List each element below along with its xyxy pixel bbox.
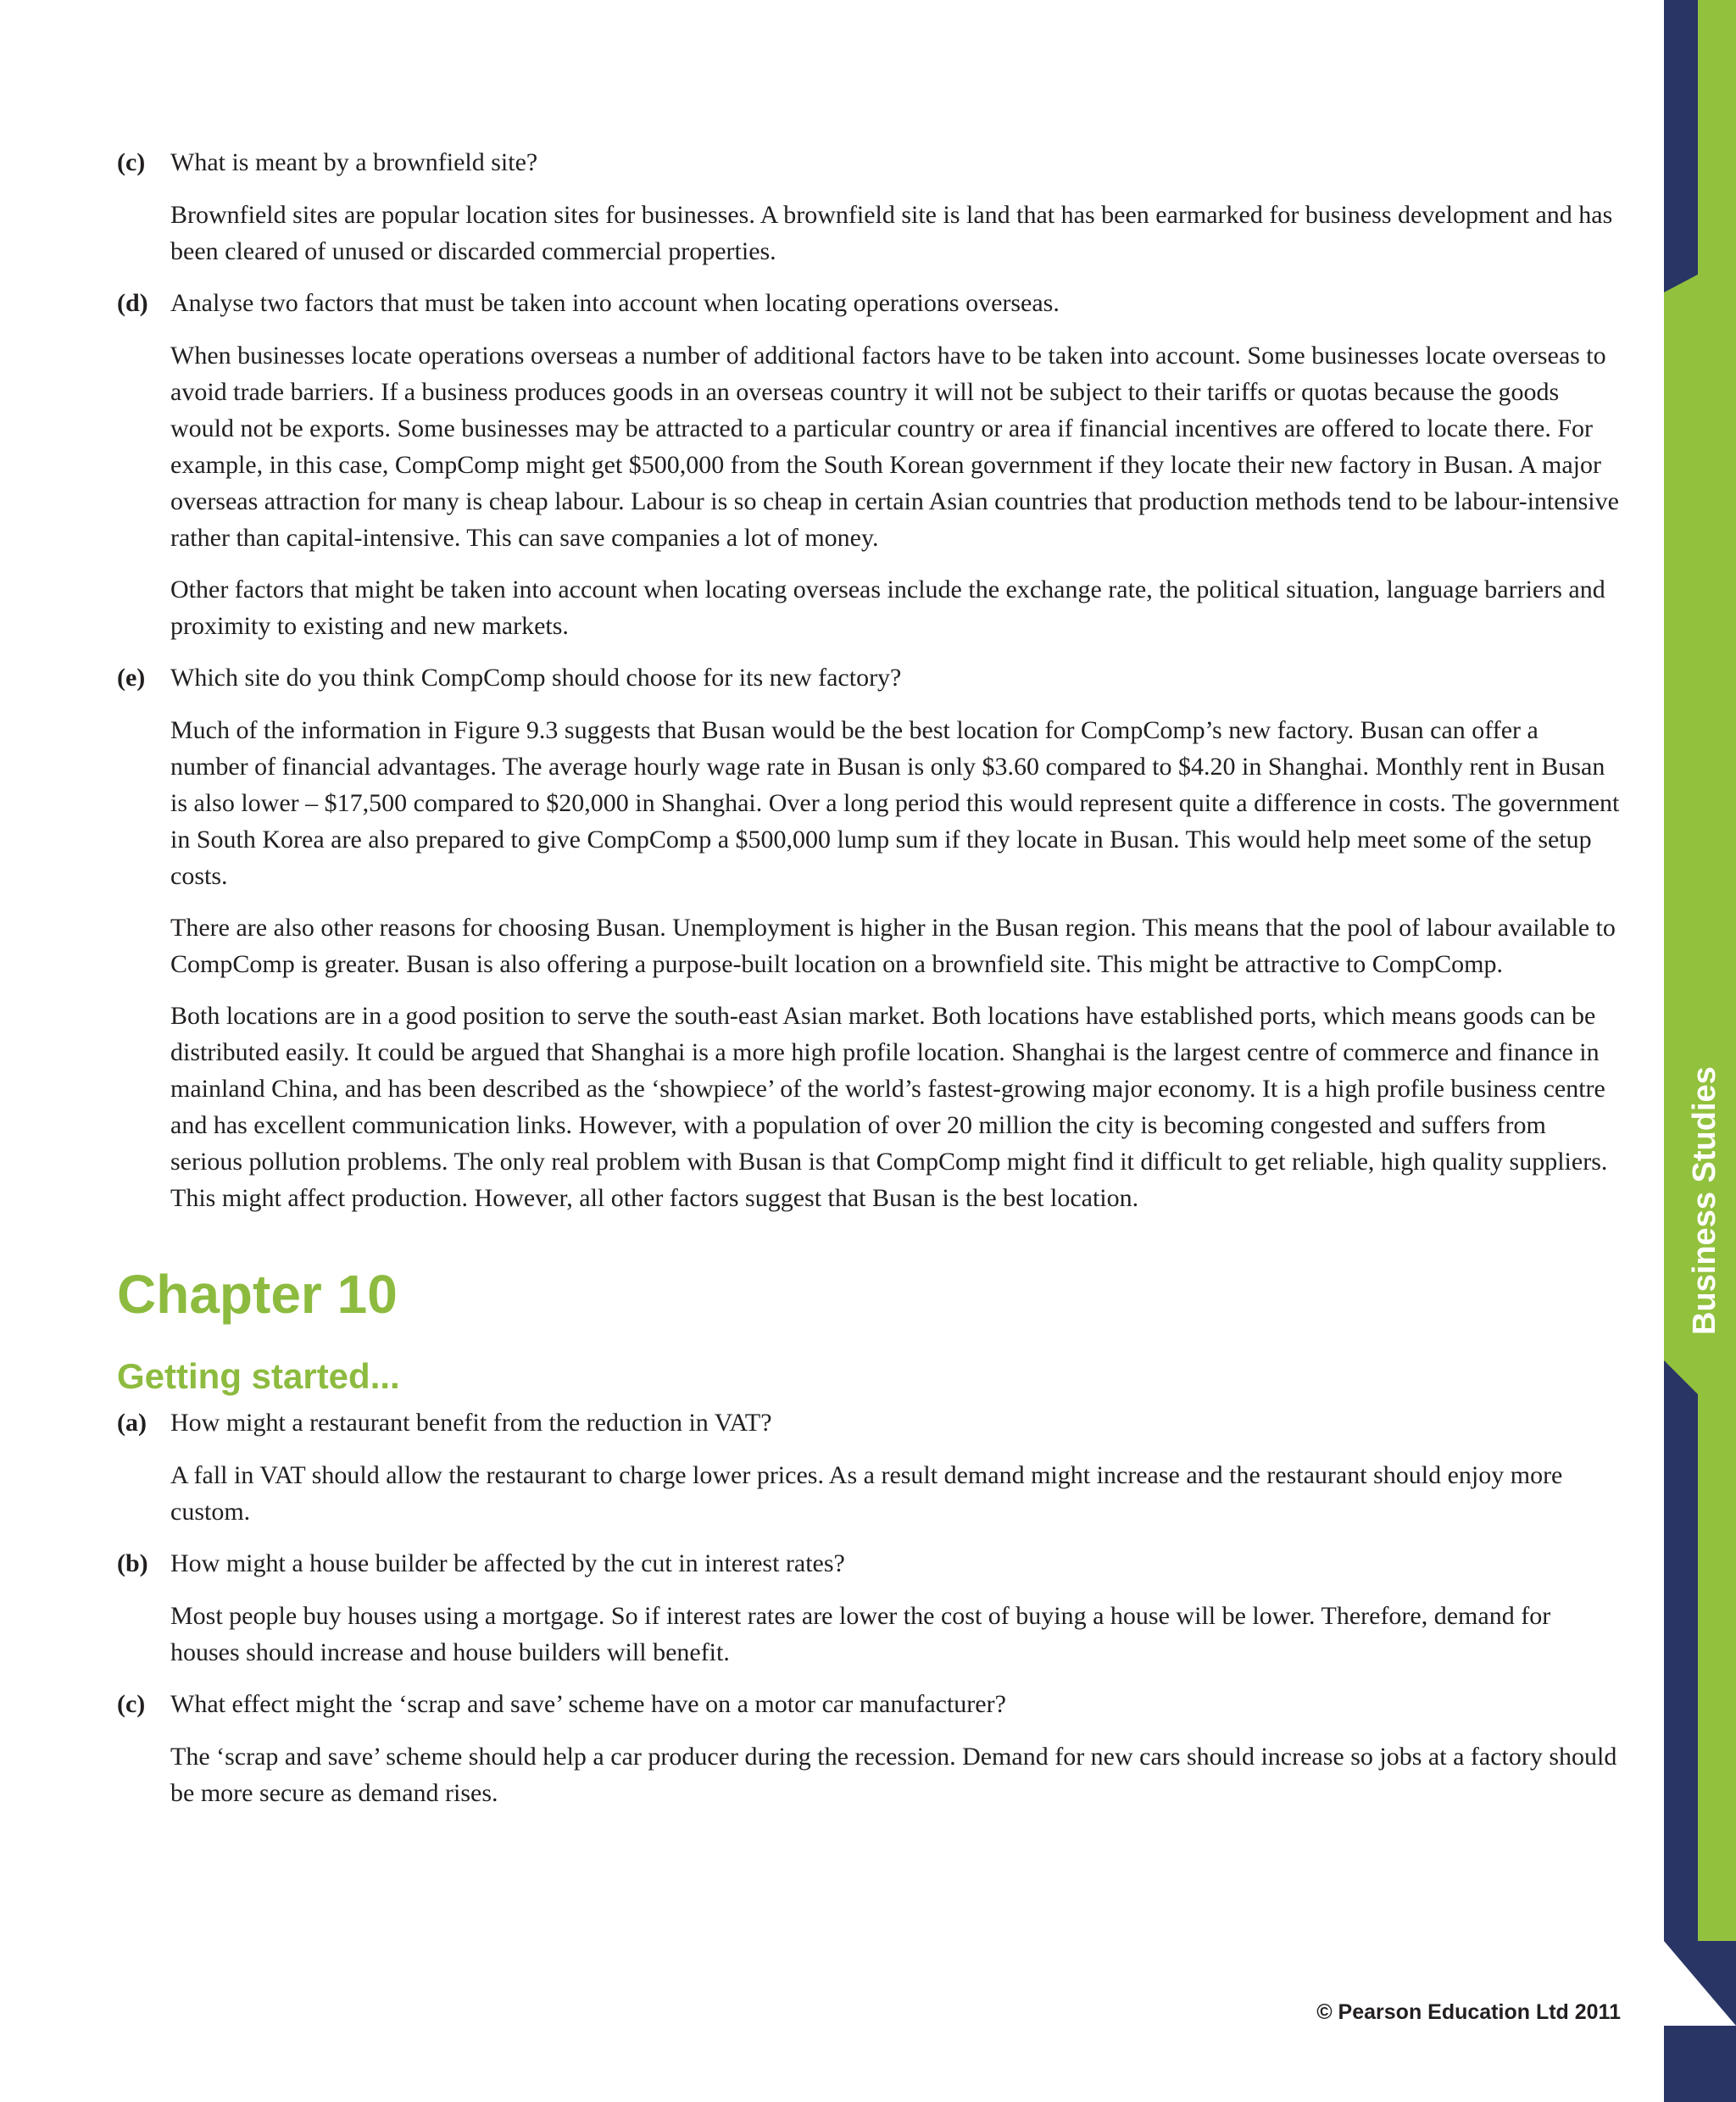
answer-paragraph: Other factors that might be taken into account when locating overseas include the exchange rate, the political situation, language barriers and proximity to existing and new markets. [170,576,1605,640]
question-block [117,1545,1622,1671]
page-content [117,144,1622,1827]
question-label: (e) [117,664,146,692]
question-text: What effect might the ‘scrap and save’ scheme have on a motor car manufacturer? [170,1690,1006,1718]
copyright-notice: © Pearson Education Ltd 2011 [1316,2000,1621,2024]
question [117,144,1622,181]
side-section-label: Business Studies [1687,1066,1722,1335]
question-label: (b) [117,1549,148,1577]
answer-paragraph: The ‘scrap and save’ scheme should help a car producer during the recession. Demand for new cars should increase so jobs at a factory should be more secure as demand rises. [170,1743,1617,1807]
answer-paragraph: When businesses locate operations overseas a number of additional factors have to be taken into account. Some businesses locate overseas to avoid trade barriers. If a business produces goods in an overseas country it will not be subject to their tariffs or quotas because the goods would not be exports. Some businesses may be attracted to a particular country or area if financial incentives are offered to locate there. For example, in this case, CompComp might get $500,000 from the South Korean government if they locate their new factory in Busan. A major overseas attraction for many is cheap labour. Labour is so cheap in certain Asian countries that production methods tend to be labour-intensive rather than capital-intensive. This can save companies a lot of money. [170,342,1619,552]
question-text: How might a house builder be affected by the cut in interest rates? [170,1549,845,1577]
page-number: 17 [1688,1996,1712,2021]
question-block [117,1686,1622,1811]
question-text: Analyse two factors that must be taken into account when locating operations overseas. [170,289,1060,317]
question [117,285,1622,322]
question [117,1545,1622,1582]
question [117,1686,1622,1723]
answer-paragraph: Most people buy houses using a mortgage. So if interest rates are lower the cost of buying a house will be lower. Therefore, demand for houses should increase and house builders will benefit. [170,1602,1551,1666]
question-label: (c) [117,148,146,176]
question [117,1404,1622,1442]
chapter-title: Chapter 10 [117,1264,398,1325]
answer-paragraph: A fall in VAT should allow the restaurant to charge lower prices. As a result demand might increase and the restaurant should enjoy more custom. [170,1461,1563,1526]
answer-paragraph: Much of the information in Figure 9.3 suggests that Busan would be the best location for CompComp’s new factory. Busan can offer a number of financial advantages. The average hourly wage rate in Busan is only $3.60 compared to $4.20 in Shanghai. Monthly rent in Busan is also lower – $17,500 compared to $20,000 in Shanghai. Over a long period this would represent quite a difference in costs. The government in South Korea are also prepared to give CompComp a $500,000 lump sum if they locate in Busan. This would help meet some of the setup costs. [170,716,1620,890]
question [117,659,1622,697]
section-subheading: Getting started... [117,1356,400,1396]
question-block [117,144,1622,270]
question-label: (a) [117,1409,147,1437]
question-label: (c) [117,1690,146,1718]
question-block [117,285,1622,644]
answer-paragraph: Both locations are in a good position to serve the south-east Asian market. Both locations have established ports, which means goods can be distributed easily. It could be argued that Shanghai is a more high profile location. Shanghai is the largest centre of commerce and finance in mainland China, and has been described as the ‘showpiece’ of the world’s fastest-growing major economy. It is a high profile business centre and has excellent communication links. However, with a population of over 20 million the city is becoming congested and suffers from serious pollution problems. The only real problem with Busan is that CompComp might find it difficult to get reliable, high quality suppliers. This might affect production. However, all other factors suggest that Busan is the best location. [170,1002,1608,1212]
answer-paragraph: Brownfield sites are popular location sites for businesses. A brownfield site is land that has been earmarked for business development and has been cleared of unused or discarded commercial properties. [170,201,1613,265]
answer-paragraph: There are also other reasons for choosing Busan. Unemployment is higher in the Busan region. This means that the pool of labour available to CompComp is greater. Busan is also offering a purpose-built location on a brownfield site. This might be attractive to CompComp. [170,914,1616,978]
question-label: (d) [117,289,148,317]
question-text: What is meant by a brownfield site? [170,148,538,176]
question-block [117,659,1622,1216]
question-text: Which site do you think CompComp should choose for its new factory? [170,664,902,692]
question-text: How might a restaurant benefit from the reduction in VAT? [170,1409,772,1437]
question-block [117,1404,1622,1530]
